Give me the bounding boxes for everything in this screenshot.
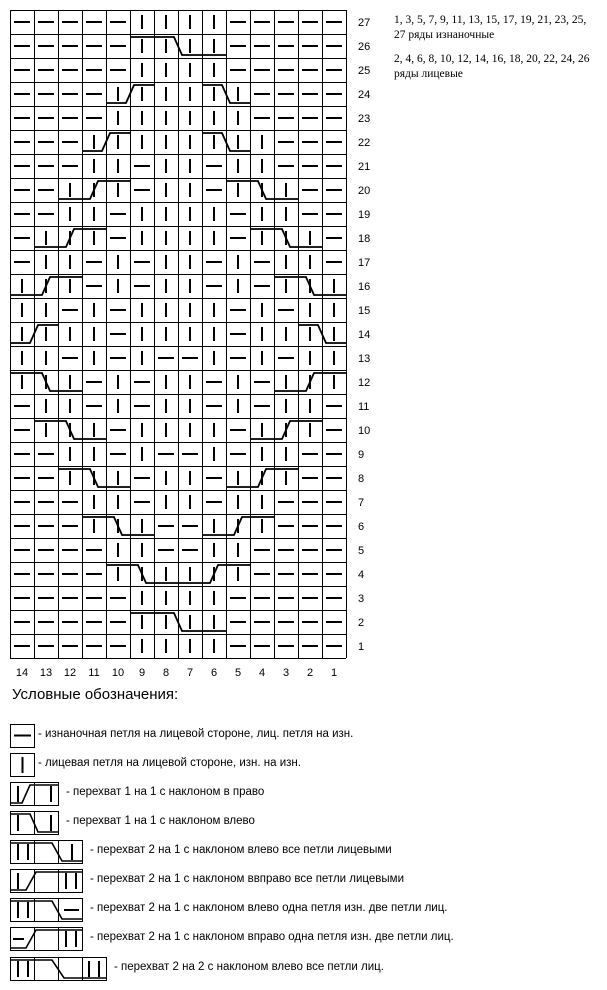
row-number: 4 (358, 569, 365, 581)
row-number: 3 (358, 593, 365, 605)
row-number: 24 (358, 89, 371, 101)
legend-item-cross-2x1-left (0, 838, 600, 866)
column-number: 13 (39, 667, 53, 679)
row-number: 7 (358, 497, 365, 509)
legend-item-cross-2x2-left (0, 955, 600, 983)
row-number: 23 (358, 113, 371, 125)
column-number: 2 (306, 667, 314, 679)
row-number: 26 (358, 41, 371, 53)
legend-item-cross-2x1-right-purl (0, 925, 600, 953)
legend-text-cross-1x1-right: - перехват 1 на 1 с наклоном в право (66, 786, 265, 798)
cross-2x2-left-icon (0, 955, 115, 983)
row-number: 27 (358, 17, 371, 29)
column-number: 1 (330, 667, 338, 679)
legend-item-purl (0, 722, 600, 750)
row-number: 16 (358, 281, 371, 293)
note-odd-rows: 1, 3, 5, 7, 9, 11, 13, 15, 17, 19, 21, 23, 25, 27 ряды изнаночные (394, 14, 587, 41)
note-even-rows: 2, 4, 6, 8, 10, 12, 14, 16, 18, 20, 22, 24, 26 ряды лицевые (394, 53, 590, 80)
row-number: 19 (358, 209, 371, 221)
column-number: 4 (258, 667, 266, 679)
column-number: 9 (138, 667, 146, 679)
row-number: 13 (358, 353, 371, 365)
legend-text-cross-2x1-right-purl: - перехват 2 на 1 с наклоном вправо одна петля изн. две петли лиц. (90, 931, 454, 943)
column-number: 8 (162, 667, 170, 679)
row-number: 25 (358, 65, 371, 77)
legend-text-purl: - изнаночная петля на лицевой стороне, лиц. петля на изн. (38, 728, 354, 740)
cross-2x1-left-icon (0, 838, 90, 866)
legend-title: Условные обозначения: (12, 686, 179, 703)
cross-1x1-left-icon (0, 809, 70, 837)
legend-item-cross-2x1-right (0, 867, 600, 895)
cross-2x1-right-icon (0, 867, 90, 895)
cross-2x1-left-purl-icon (0, 896, 90, 924)
column-number: 10 (111, 667, 125, 679)
legend-text-cross-2x1-right: - перехват 2 на 1 с наклоном ввправо все петли лицевыми (90, 873, 404, 885)
knit-symbol-icon (0, 751, 40, 779)
legend-item-knit (0, 751, 600, 779)
column-number: 3 (282, 667, 290, 679)
legend-text-cross-2x2-left: - перехват 2 на 2 с наклоном влево все петли лиц. (114, 961, 384, 973)
knitting-chart (0, 0, 380, 682)
column-number: 14 (15, 667, 29, 679)
notes (394, 13, 594, 91)
row-number: 2 (358, 617, 365, 629)
row-number: 10 (358, 425, 371, 437)
legend-text-cross-2x1-left-purl: - перехват 2 на 1 с наклоном влево одна петля изн. две петли лиц. (90, 902, 448, 914)
row-number: 15 (358, 305, 371, 317)
row-number: 20 (358, 185, 371, 197)
row-number: 22 (358, 137, 371, 149)
row-number: 18 (358, 233, 371, 245)
cross-1x1-right-icon (0, 780, 70, 808)
legend-item-cross-1x1-right (0, 780, 600, 808)
purl-symbol-icon (0, 722, 40, 750)
column-number: 5 (234, 667, 242, 679)
legend-text-cross-2x1-left: - перехват 2 на 1 с наклоном влево все петли лицевыми (90, 844, 392, 856)
row-number: 14 (358, 329, 371, 341)
legend-item-cross-1x1-left (0, 809, 600, 837)
column-number: 6 (210, 667, 218, 679)
column-number: 12 (63, 667, 77, 679)
row-number: 21 (358, 161, 371, 173)
legend-text-knit: - лицевая петля на лицевой стороне, изн. на изн. (38, 757, 301, 769)
row-number: 17 (358, 257, 371, 269)
row-number: 5 (358, 545, 365, 557)
row-number: 6 (358, 521, 365, 533)
column-number: 7 (186, 667, 194, 679)
row-number: 9 (358, 449, 365, 461)
row-number: 8 (358, 473, 365, 485)
row-number: 11 (358, 401, 370, 413)
row-number: 12 (358, 377, 371, 389)
legend-text-cross-1x1-left: - перехват 1 на 1 с наклоном влево (66, 815, 255, 827)
row-number: 1 (358, 641, 365, 653)
column-number: 11 (88, 667, 100, 679)
legend-item-cross-2x1-left-purl (0, 896, 600, 924)
cross-2x1-right-purl-icon (0, 925, 90, 953)
